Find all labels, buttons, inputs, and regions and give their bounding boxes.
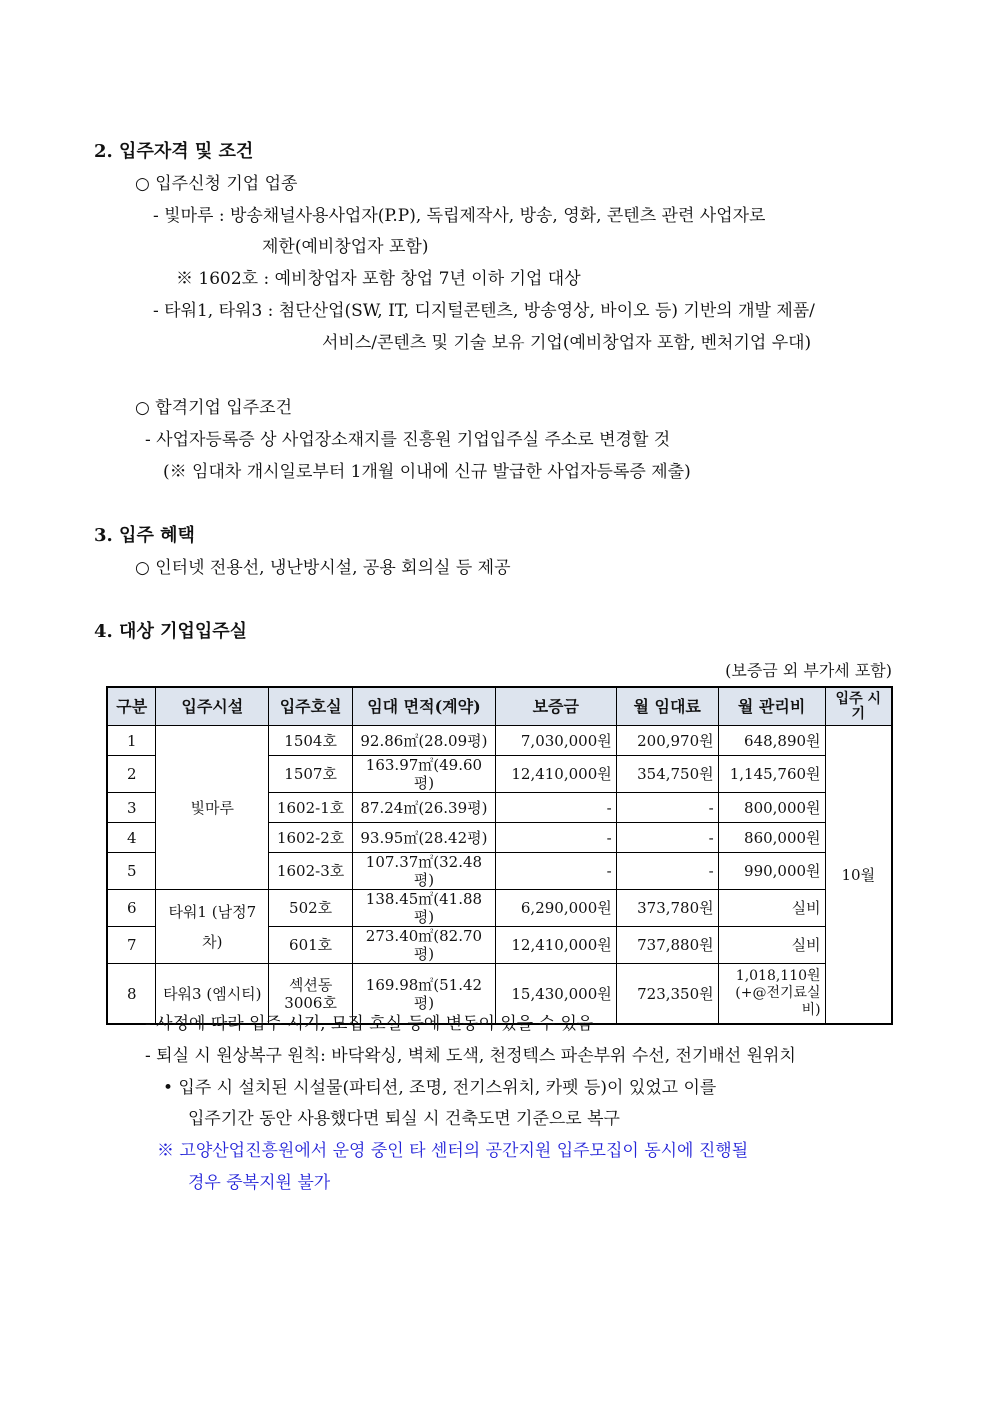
cell-facility: 빛마루 — [156, 726, 269, 890]
section-4-title: 4. 대상 기업입주실 — [94, 621, 248, 642]
cell-area: 169.98㎡(51.42평) — [353, 964, 496, 1025]
note-facilities-cont: 입주기간 동안 사용했다면 퇴실 시 건축도면 기준으로 복구 — [188, 1109, 620, 1129]
tower-criteria: - 타워1, 타워3 : 첨단산업(SW, IT, 디지털콘텐츠, 방송영상, 바이오 등) 기반의 개발 제품/ — [153, 301, 815, 321]
note-facilities: • 입주 시 설치된 시설물(파티션, 조명, 전기스위치, 카펫 등)이 있었고 이를 — [163, 1078, 717, 1098]
cell-deposit: 7,030,000원 — [495, 726, 616, 756]
benefit-item: ○ 인터넷 전용선, 냉난방시설, 공용 회의실 등 제공 — [135, 558, 511, 578]
header-cell: 월 임대료 — [616, 687, 718, 726]
cell-deposit: 15,430,000원 — [495, 964, 616, 1025]
condition-note: (※ 임대차 개시일로부터 1개월 이내에 신규 발급한 사업자등록증 제출) — [163, 462, 691, 482]
cell-no: 3 — [107, 793, 156, 823]
header-cell: 입주호실 — [269, 687, 353, 726]
cell-room: 1507호 — [269, 756, 353, 793]
note-schedule: - 사정에 따라 입주 시기, 모집 호실 등에 변동이 있을 수 있음 — [145, 1014, 594, 1034]
header-cell: 임대 면적(계약) — [353, 687, 496, 726]
cell-rent: 737,880원 — [616, 927, 718, 964]
header-cell: 보증금 — [495, 687, 616, 726]
cell-facility: 타워3 (엠시티) — [156, 964, 269, 1025]
cell-area: 93.95㎡(28.42평) — [353, 823, 496, 853]
tower-criteria-cont: 서비스/콘텐츠 및 기술 보유 기업(예비창업자 포함, 벤처기업 우대) — [322, 333, 812, 353]
cell-area: 92.86㎡(28.09평) — [353, 726, 496, 756]
note-restoration: - 퇴실 시 원상복구 원칙: 바닥왁싱, 벽체 도색, 천정텍스 파손부위 수선, 전기배선 원위치 — [145, 1046, 796, 1066]
cell-area: 87.24㎡(26.39평) — [353, 793, 496, 823]
cell-rent: 373,780원 — [616, 890, 718, 927]
bitmaru-criteria-cont: 제한(예비창업자 포함) — [262, 237, 429, 257]
cell-rent: 723,350원 — [616, 964, 718, 1025]
table-header-row — [107, 687, 892, 726]
cell-room: 1602-3호 — [269, 853, 353, 890]
cell-no: 1 — [107, 726, 156, 756]
cell-fee: 990,000원 — [718, 853, 825, 890]
cell-area: 273.40㎡(82.70평) — [353, 927, 496, 964]
cell-deposit: 12,410,000원 — [495, 756, 616, 793]
cell-no: 7 — [107, 927, 156, 964]
cell-room: 601호 — [269, 927, 353, 964]
section-3-title: 3. 입주 혜택 — [94, 525, 195, 546]
room-table — [106, 686, 893, 1025]
cell-rent: 200,970원 — [616, 726, 718, 756]
industry-heading: ○ 입주신청 기업 업종 — [135, 174, 298, 194]
cell-deposit: 6,290,000원 — [495, 890, 616, 927]
cell-area: 107.37㎡(32.48평) — [353, 853, 496, 890]
cell-fee: 1,145,760원 — [718, 756, 825, 793]
cell-fee: 실비 — [718, 890, 825, 927]
header-cell: 입주시설 — [156, 687, 269, 726]
cell-move-in: 10월 — [825, 726, 892, 1025]
cell-deposit: - — [495, 823, 616, 853]
table-row — [107, 726, 892, 756]
cell-fee: 실비 — [718, 927, 825, 964]
cell-room: 1504호 — [269, 726, 353, 756]
note-1602: ※ 1602호 : 예비창업자 포함 창업 7년 이하 기업 대상 — [176, 269, 581, 289]
condition-line: - 사업자등록증 상 사업장소재지를 진흥원 기업입주실 주소로 변경할 것 — [145, 430, 671, 450]
header-cell: 월 관리비 — [718, 687, 825, 726]
header-cell: 구분 — [107, 687, 156, 726]
cell-deposit: - — [495, 793, 616, 823]
cell-no: 8 — [107, 964, 156, 1025]
cell-room: 섹션동 3006호 — [269, 964, 353, 1025]
cell-deposit: 12,410,000원 — [495, 927, 616, 964]
cell-no: 5 — [107, 853, 156, 890]
cell-no: 4 — [107, 823, 156, 853]
cell-room: 1602-2호 — [269, 823, 353, 853]
cell-rent: 354,750원 — [616, 756, 718, 793]
vat-note: (보증금 외 부가세 포함) — [725, 661, 892, 680]
note-duplicate-cont: 경우 중복지원 불가 — [188, 1173, 331, 1193]
cell-rent: - — [616, 823, 718, 853]
bitmaru-criteria: - 빛마루 : 방송채널사용사업자(P.P), 독립제작사, 방송, 영화, 콘텐츠 관련 사업자로 — [153, 206, 766, 226]
table-row — [107, 890, 892, 927]
cell-area: 163.97㎡(49.60평) — [353, 756, 496, 793]
cell-fee: 860,000원 — [718, 823, 825, 853]
cell-no: 6 — [107, 890, 156, 927]
cell-fee: 800,000원 — [718, 793, 825, 823]
cell-room: 1602-1호 — [269, 793, 353, 823]
cell-fee: 648,890원 — [718, 726, 825, 756]
header-cell: 입주 시기 — [825, 687, 892, 726]
condition-heading: ○ 합격기업 입주조건 — [135, 398, 293, 418]
cell-deposit: - — [495, 853, 616, 890]
cell-rent: - — [616, 793, 718, 823]
cell-fee: 1,018,110원 (+@전기료실비) — [718, 964, 825, 1025]
cell-facility: 타워1 (남정7차) — [156, 890, 269, 964]
section-2-title: 2. 입주자격 및 조건 — [94, 141, 254, 162]
cell-no: 2 — [107, 756, 156, 793]
note-duplicate: ※ 고양산업진흥원에서 운영 중인 타 센터의 공간지원 입주모집이 동시에 진행될 — [157, 1141, 749, 1161]
cell-room: 502호 — [269, 890, 353, 927]
cell-area: 138.45㎡(41.88평) — [353, 890, 496, 927]
cell-rent: - — [616, 853, 718, 890]
